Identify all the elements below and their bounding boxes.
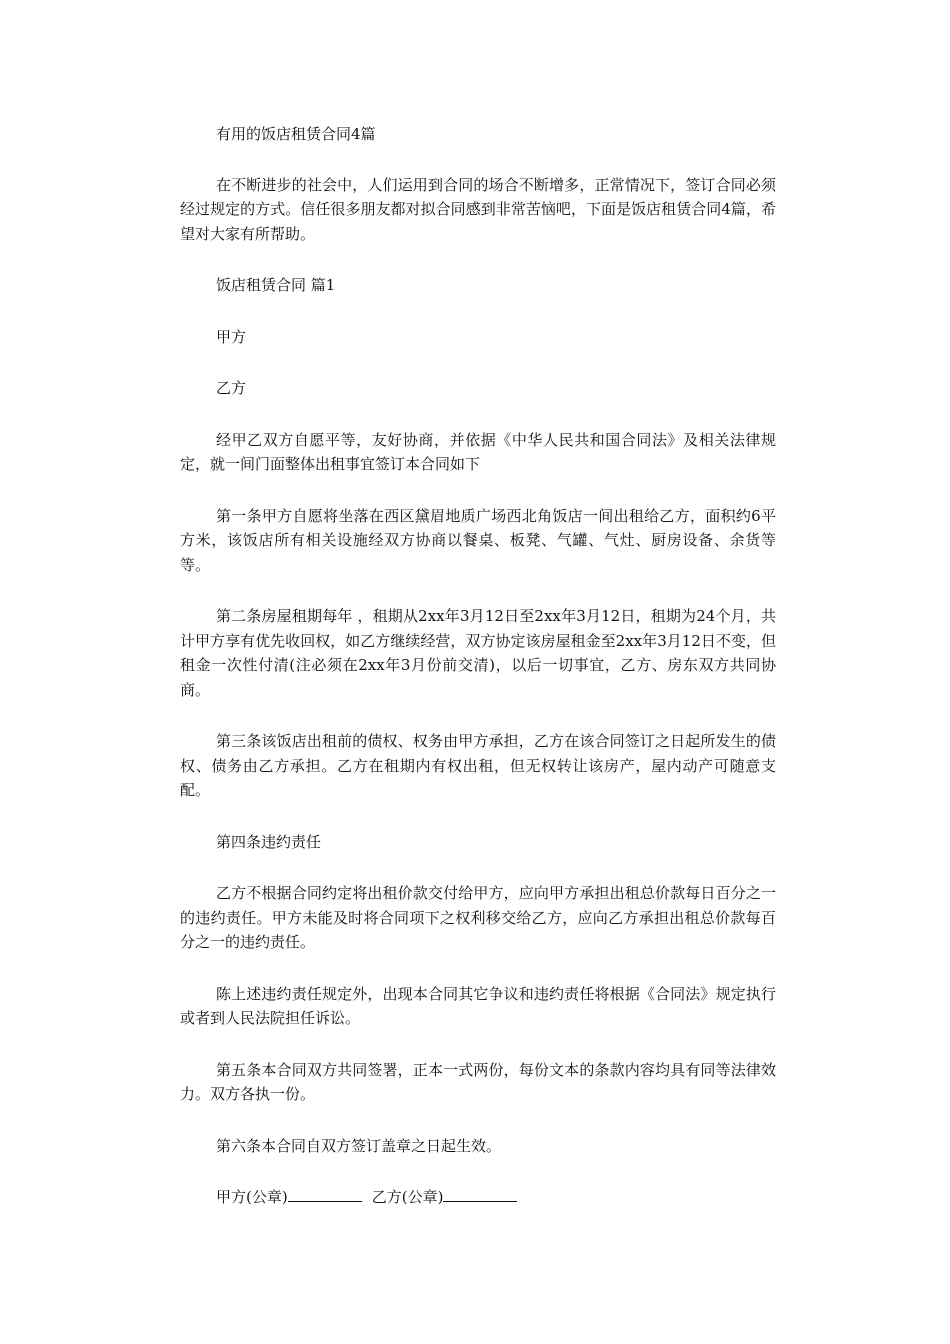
signature-line bbox=[180, 1185, 776, 1210]
party-a-signature-blank bbox=[288, 1187, 362, 1202]
party-a-line: 甲方 bbox=[216, 327, 247, 346]
clause-6: 第六条本合同自双方签订盖章之日起生效。 bbox=[216, 1136, 502, 1155]
clause-4-paragraph-1: 乙方不根据合同约定将出租价款交付给甲方，应向甲方承担出租总价款每日百分之一的违约责任。甲方未能及时将合同项下之权利移交给乙方，应向乙方承担出租总价款每百分之一的违约责任。 bbox=[180, 884, 776, 951]
clause-4-heading: 第四条违约责任 bbox=[216, 832, 322, 851]
clause-1: 第一条甲方自愿将坐落在西区黛眉地质广场西北角饭店一间出租给乙方，面积约6平方米，该饭店所有相关设施经双方协商以餐桌、板凳、气罐、气灶、厨房设备、余货等等。 bbox=[180, 506, 776, 574]
section-heading: 饭店租赁合同 篇1 bbox=[216, 276, 336, 294]
party-b-seal-label: 乙方(公章) bbox=[371, 1188, 444, 1206]
party-b-signature-blank bbox=[443, 1187, 517, 1202]
party-a-seal-label: 甲方(公章) bbox=[216, 1188, 288, 1206]
preamble-paragraph: 经甲乙双方自愿平等，友好协商，并依据《中华人民共和国合同法》及相关法律规定，就一间门面整体出租事宜签订本合同如下 bbox=[180, 430, 776, 473]
party-b-line: 乙方 bbox=[216, 379, 247, 397]
clause-4-paragraph-2: 陈上述违约责任规定外，出现本合同其它争议和违约责任将根据《合同法》规定执行或者到人民法院担任诉讼。 bbox=[180, 984, 776, 1027]
document-page bbox=[180, 122, 776, 1237]
clause-5: 第五条本合同双方共同签署，正本一式两份，每份文本的条款内容均具有同等法律效力。双方各执一份。 bbox=[180, 1060, 776, 1103]
intro-paragraph: 在不断进步的社会中，人们运用到合同的场合不断增多，正常情况下，签订合同必须经过规定的方式。信任很多朋友都对拟合同感到非常苦恼吧，下面是饭店租赁合同4篇，希望对大家有所帮助。 bbox=[180, 175, 776, 243]
document-title: 有用的饭店租赁合同4篇 bbox=[216, 125, 376, 143]
clause-2: 第二条房屋租期每年 ，租期从2xx年3月12日至2xx年3月12日，租期为24个月，共计甲方享有优先收回权，如乙方继续经营，双方协定该房屋租金至2xx年3月12日不变，但租金一次性付清(注必须在2xx年3月份前交清)，以后一切事宜，乙方、房东双方共同协商。 bbox=[180, 607, 776, 699]
clause-3: 第三条该饭店出租前的债权、权务由甲方承担，乙方在该合同签订之日起所发生的债权、债务由乙方承担。乙方在租期内有权出租，但无权转让该房产，屋内动产可随意支配。 bbox=[180, 732, 776, 799]
